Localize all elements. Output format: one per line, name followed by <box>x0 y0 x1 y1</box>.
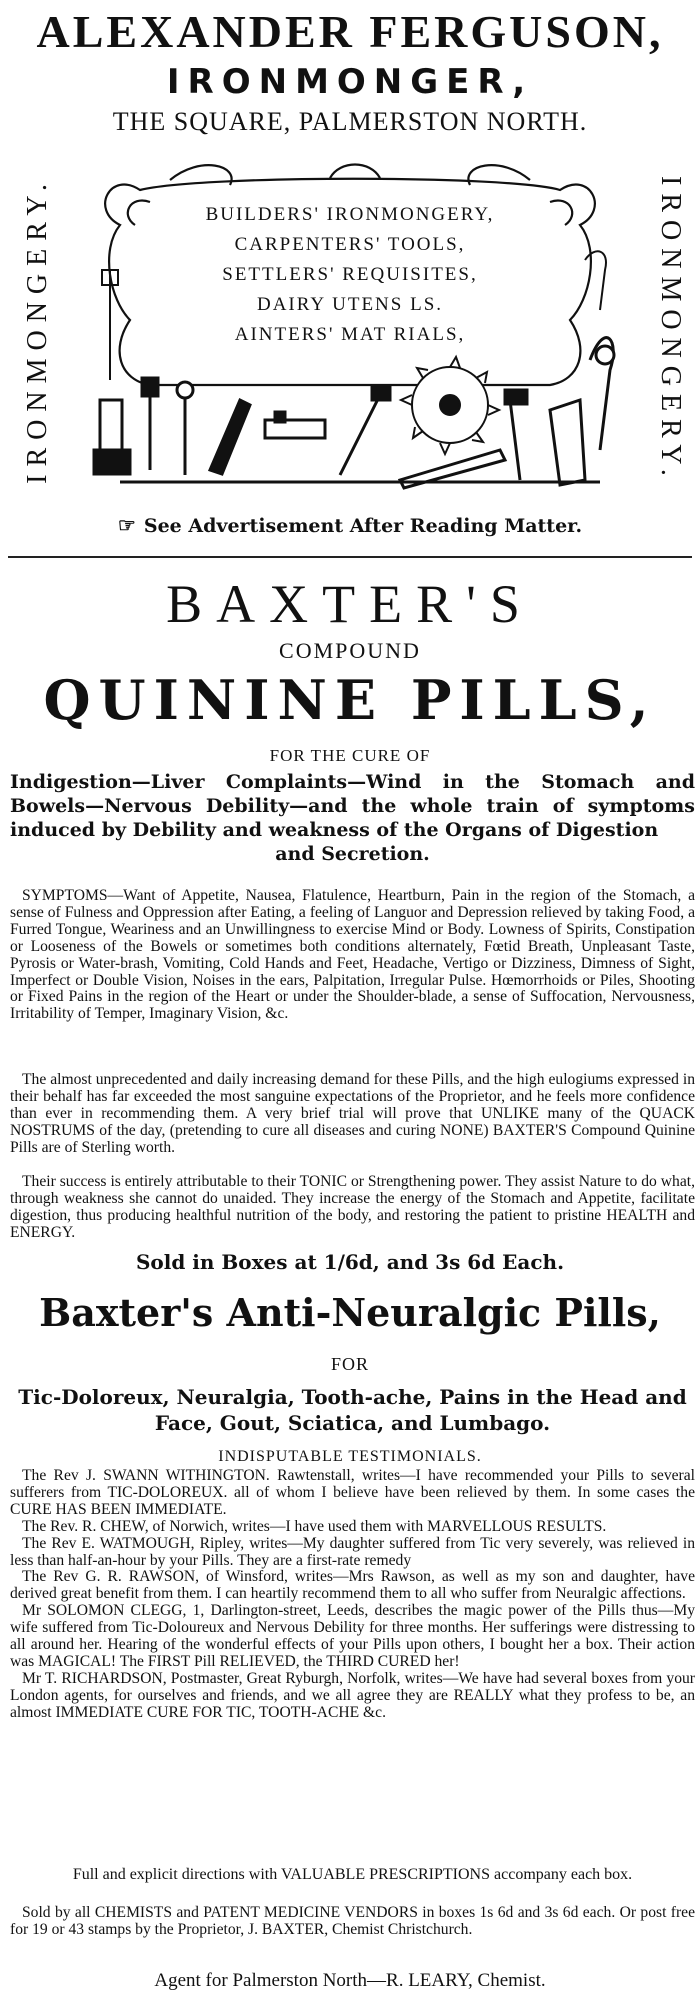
see-advertisement-text: See Advertisement After Reading Matter. <box>143 515 583 537</box>
goods-item: SETTLERS' REQUISITES, <box>222 264 478 285</box>
goods-item: AINTERS' MAT RIALS, <box>234 324 466 345</box>
see-advertisement-note <box>0 512 700 539</box>
vendors-paragraph <box>10 1905 695 1939</box>
testimonial: Mr T. RICHARDSON, Postmaster, Great Ryburgh, Norfolk, writes—We have had several boxes from your London agents, for ourselves and friends, and we all agree they are REALLY what they profess to be, an almost IMMEDIATE CURE FOR TIC, TOOTH-ACHE &c. <box>10 1669 695 1721</box>
directions-note: Full and explicit directions with VALUABLE PRESCRIPTIONS accompany each box. <box>72 1866 633 1883</box>
ailments-lead-end: and Secretion. <box>275 843 430 865</box>
side-label-left-text: IRONMONGERY. <box>22 176 53 484</box>
goods-item: DAIRY UTENS LS. <box>256 294 444 315</box>
testimonials-heading: INDISPUTABLE TESTIMONIALS. <box>218 1448 482 1465</box>
demand-text: The almost unprecedented and daily increasing demand for these Pills, and the high eulogiums expressed in their behalf has far exceeded the most sanguine expectations of the Proprietor, and he feels more confidence than ever in recommending them. A very brief trial will prove that UNLIKE many of the QUACK NOSTRUMS of the day, (pretending to cure all diseases and curing NONE) BAXTER'S Compound Quinine Pills are of Sterling worth. <box>10 1071 695 1156</box>
for-cure-label: FOR THE CURE OF <box>269 746 431 765</box>
neuralgic-title: Baxter's Anti-Neuralgic Pills, <box>39 1290 661 1335</box>
neuralgic-ailments: Tic-Doloreux, Neuralgia, Tooth-ache, Pains in the Head and Face, Gout, Sciatica, and Lumbago. <box>18 1385 687 1435</box>
goods-item: CARPENTERS' TOOLS, <box>234 234 466 255</box>
pointing-hand-icon: ☞ <box>117 513 136 537</box>
testimonials-list <box>10 1468 695 1722</box>
brand-name: BAXTER'S <box>166 574 534 634</box>
success-paragraph <box>10 1174 695 1242</box>
goods-item: BUILDERS' IRONMONGERY, <box>205 204 495 225</box>
ailments-lead <box>10 770 695 866</box>
side-label-left <box>18 150 58 510</box>
sold-in-boxes: Sold in Boxes at 1/6d, and 3s 6d Each. <box>135 1250 565 1274</box>
compound-label: COMPOUND <box>279 638 421 663</box>
ailments-lead-text: Indigestion—Liver Complaints—Wind in the Stomach and Bowels—Nervous Debility—and the whole train of symptoms induced by Debility and weakness of the Organs of Digestion <box>10 771 695 841</box>
success-text: Their success is entirely attributable to their TONIC or Strengthening power. They assist Nature to do what, through weakness she cannot do unaided. They increase the energy of the Stomach and Appetite, facilitate digestion, thus producing healthful nutrition of the body, and restoring the patient to pristine HEALTH and ENERGY. <box>10 1173 695 1241</box>
vendors-text: Sold by all CHEMISTS and PATENT MEDICINE VENDORS in boxes 1s 6d and 3s 6d each. Or post free for 19 or 43 stamps by the Proprietor, J. BAXTER, Chemist Christchurch. <box>10 1904 695 1938</box>
demand-paragraph <box>10 1072 695 1157</box>
testimonial: The Rev J. SWANN WITHINGTON. Rawtenstall, writes—I have recommended your Pills to several sufferers from TIC-DOLOREUX. all of whom I believe have been relieved by them. In some cases the CURE HAS BEEN IMMEDIATE. <box>10 1467 695 1518</box>
testimonial: The Rev G. R. RAWSON, of Winsford, writes—Mrs Rawson, as well as my son and daughter, have derived great benefit from them. I can heartily recommend them to all who suffer from Neuralgic affections. <box>10 1568 695 1603</box>
product-title: QUININE PILLS, <box>43 668 657 732</box>
neuralgic-for-label: FOR <box>330 1354 369 1374</box>
symptoms-paragraph <box>10 888 695 1023</box>
side-label-right-text: IRONMONGERY. <box>655 176 686 484</box>
testimonial: The Rev E. WATMOUGH, Ripley, writes—My daughter suffered from Tic very severely, was relieved in less than half-an-hour by your Pills. They are a first-rate remedy <box>10 1534 695 1569</box>
testimonial: The Rev. R. CHEW, of Norwich, writes—I have used them with MARVELLOUS RESULTS. <box>22 1517 607 1535</box>
advertiser-address: THE SQUARE, PALMERSTON NORTH. <box>112 107 588 136</box>
testimonial: Mr SOLOMON CLEGG, 1, Darlington-street, Leeds, describes the magic power of the Pills thus—My wife suffered from Tic-Doloureux and Nervous Debility for three months. Her sufferings were distressing to all around her. Hearing of the wonderful effects of your Pills upon others, I bought her a box. Their action was MAGICAL! The FIRST Pill RELIEVED, the THIRD CURED her! <box>10 1602 695 1670</box>
goods-list <box>130 200 570 350</box>
side-label-right <box>650 150 690 510</box>
divider-rule <box>8 556 692 558</box>
agent-line: Agent for Palmerston North—R. LEARY, Chemist. <box>154 1970 546 1991</box>
advertiser-trade: IRONMONGER, <box>166 62 534 102</box>
ferguson-advertisement <box>0 0 700 556</box>
advertiser-name: ALEXANDER FERGUSON, <box>36 6 664 57</box>
symptoms-text: SYMPTOMS—Want of Appetite, Nausea, Flatulence, Heartburn, Pain in the region of the Stomach, a sense of Fulness and Oppression after Eating, a feeling of Languor and Depression relieved by taking Food, a Furred Tongue, Weariness and an Unwillingness to exercise Mind or Body. Lowness of Spirits, Constipation or Looseness of the Bowels or sometimes both conditions alternately, Fœtid Breath, Unpleasant Taste, Pyrosis or Water-brash, Vomiting, Cold Hands and Feet, Headache, Vertigo or Dizziness, Dimness of Sight, Imperfect or Double Vision, Noises in the ears, Palpitation, Irregular Pulse. Hœmorrhoids or Piles, Shooting or Fixed Pains in the region of the Heart or under the Shoulder-blade, a sense of Suffocation, Nervousness, Irritability of Temper, Imaginary Vision, &c. <box>10 887 695 1023</box>
